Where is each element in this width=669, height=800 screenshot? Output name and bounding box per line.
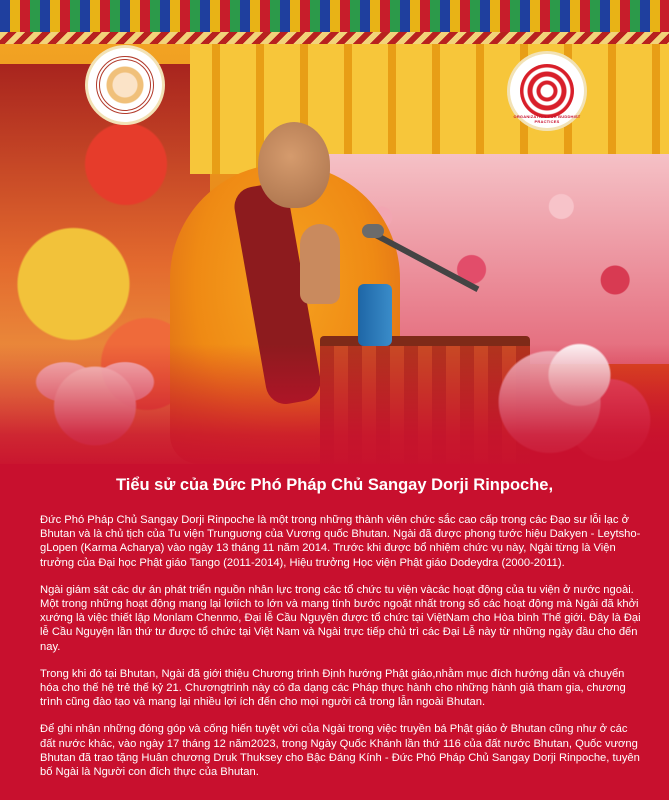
organization-logo bbox=[510, 54, 584, 128]
monk-head bbox=[258, 122, 330, 208]
paragraph: Để ghi nhận những đóng góp và cống hiến tuyệt vời của Ngài trong việc truyền bá Phật giáo ở Bhutan cũng như ở các đất nước khác, vào ngày 17 tháng 12 năm2023, trong Ngày Quốc Khánh lần thứ 116 của đất nước Bhutan, Quốc vương Bhutan đã trao tặng Huân chương Druk Thuksey cho Bậc Đáng Kính - Đức Phó Pháp Chủ Sangay Dorji Rinpoche, tuyên bố Ngài là Người con đích thực của Bhutan. bbox=[40, 723, 640, 779]
biography-body bbox=[40, 513, 642, 792]
monastic-seal-logo bbox=[88, 48, 162, 122]
water-bottle bbox=[358, 284, 392, 346]
seal-emblem-icon bbox=[96, 56, 154, 114]
organization-logo-caption: ORGANIZATION FOR BUDDHIST PRACTICES bbox=[513, 114, 581, 124]
paragraph: Ngài giám sát các dự án phát triển nguồn nhân lực trong các tổ chức tu viện vàcác hoạt động của tu viện ở nước ngoài. Một trong những hoạt động mang lại lợiích to lớn và mang tính bước ngoặt nhất trong số các hoạt động mà Ngài đã khởi xướng là việc thiết lập Monlam Chenmo, Đại lễ Cầu Nguyện được tổ chức tại ViệtNam cho Hòa bình Thế giới. Đây là Đại lễ Cầu Nguyện lần thứ tư được tổ chức tại Việt Nam và Ngài trực tiếp chủ trì các Đại Lễ này từ những ngày đầu cho đến nay. bbox=[40, 583, 641, 653]
spiral-emblem-icon bbox=[520, 64, 574, 118]
microphone-icon bbox=[362, 224, 384, 238]
photo-fade-overlay bbox=[0, 344, 669, 464]
page-title: Tiểu sử của Đức Phó Pháp Chủ Sangay Dorji Rinpoche, bbox=[115, 476, 554, 494]
praying-hands bbox=[300, 224, 340, 304]
paragraph: Trong khi đó tại Bhutan, Ngài đã giới thiệu Chương trình Định hướng Phật giáo,nhằm mục đích hướng dẫn và chuyển hóa cho thế hệ trẻ thế kỷ 21. Chươngtrình này có đa dạng các Pháp thực hành cho những hành giả tham gia, chương trình cũng đào tạo và mang lại nhiều lợi ích đến cho mọi người cả trong lẫn ngoài Bhutan. bbox=[40, 667, 626, 709]
decorative-border bbox=[0, 0, 669, 44]
paragraph: Đức Phó Pháp Chủ Sangay Dorji Rinpoche là một trong những thành viên chức sắc cao cấp trong các Đạo sư lỗi lạc ở Bhutan và là chủ tịch của Tu viện Trunguơng của Vương quốc Bhutan. Ngài đã được phong tước hiệu Dakyen - Leytsho-gLopen (Karma Acharya) vào ngày 13 tháng 11 năm 2014. Trước khi được bổ nhiệm chức vụ này, Ngài từng là Viện trưởng của Đại học Phật giáo Tango (2011-2014), Hiệu trưởng Học viện Phật giáo Dodeydra (2000-2011). bbox=[40, 514, 641, 569]
